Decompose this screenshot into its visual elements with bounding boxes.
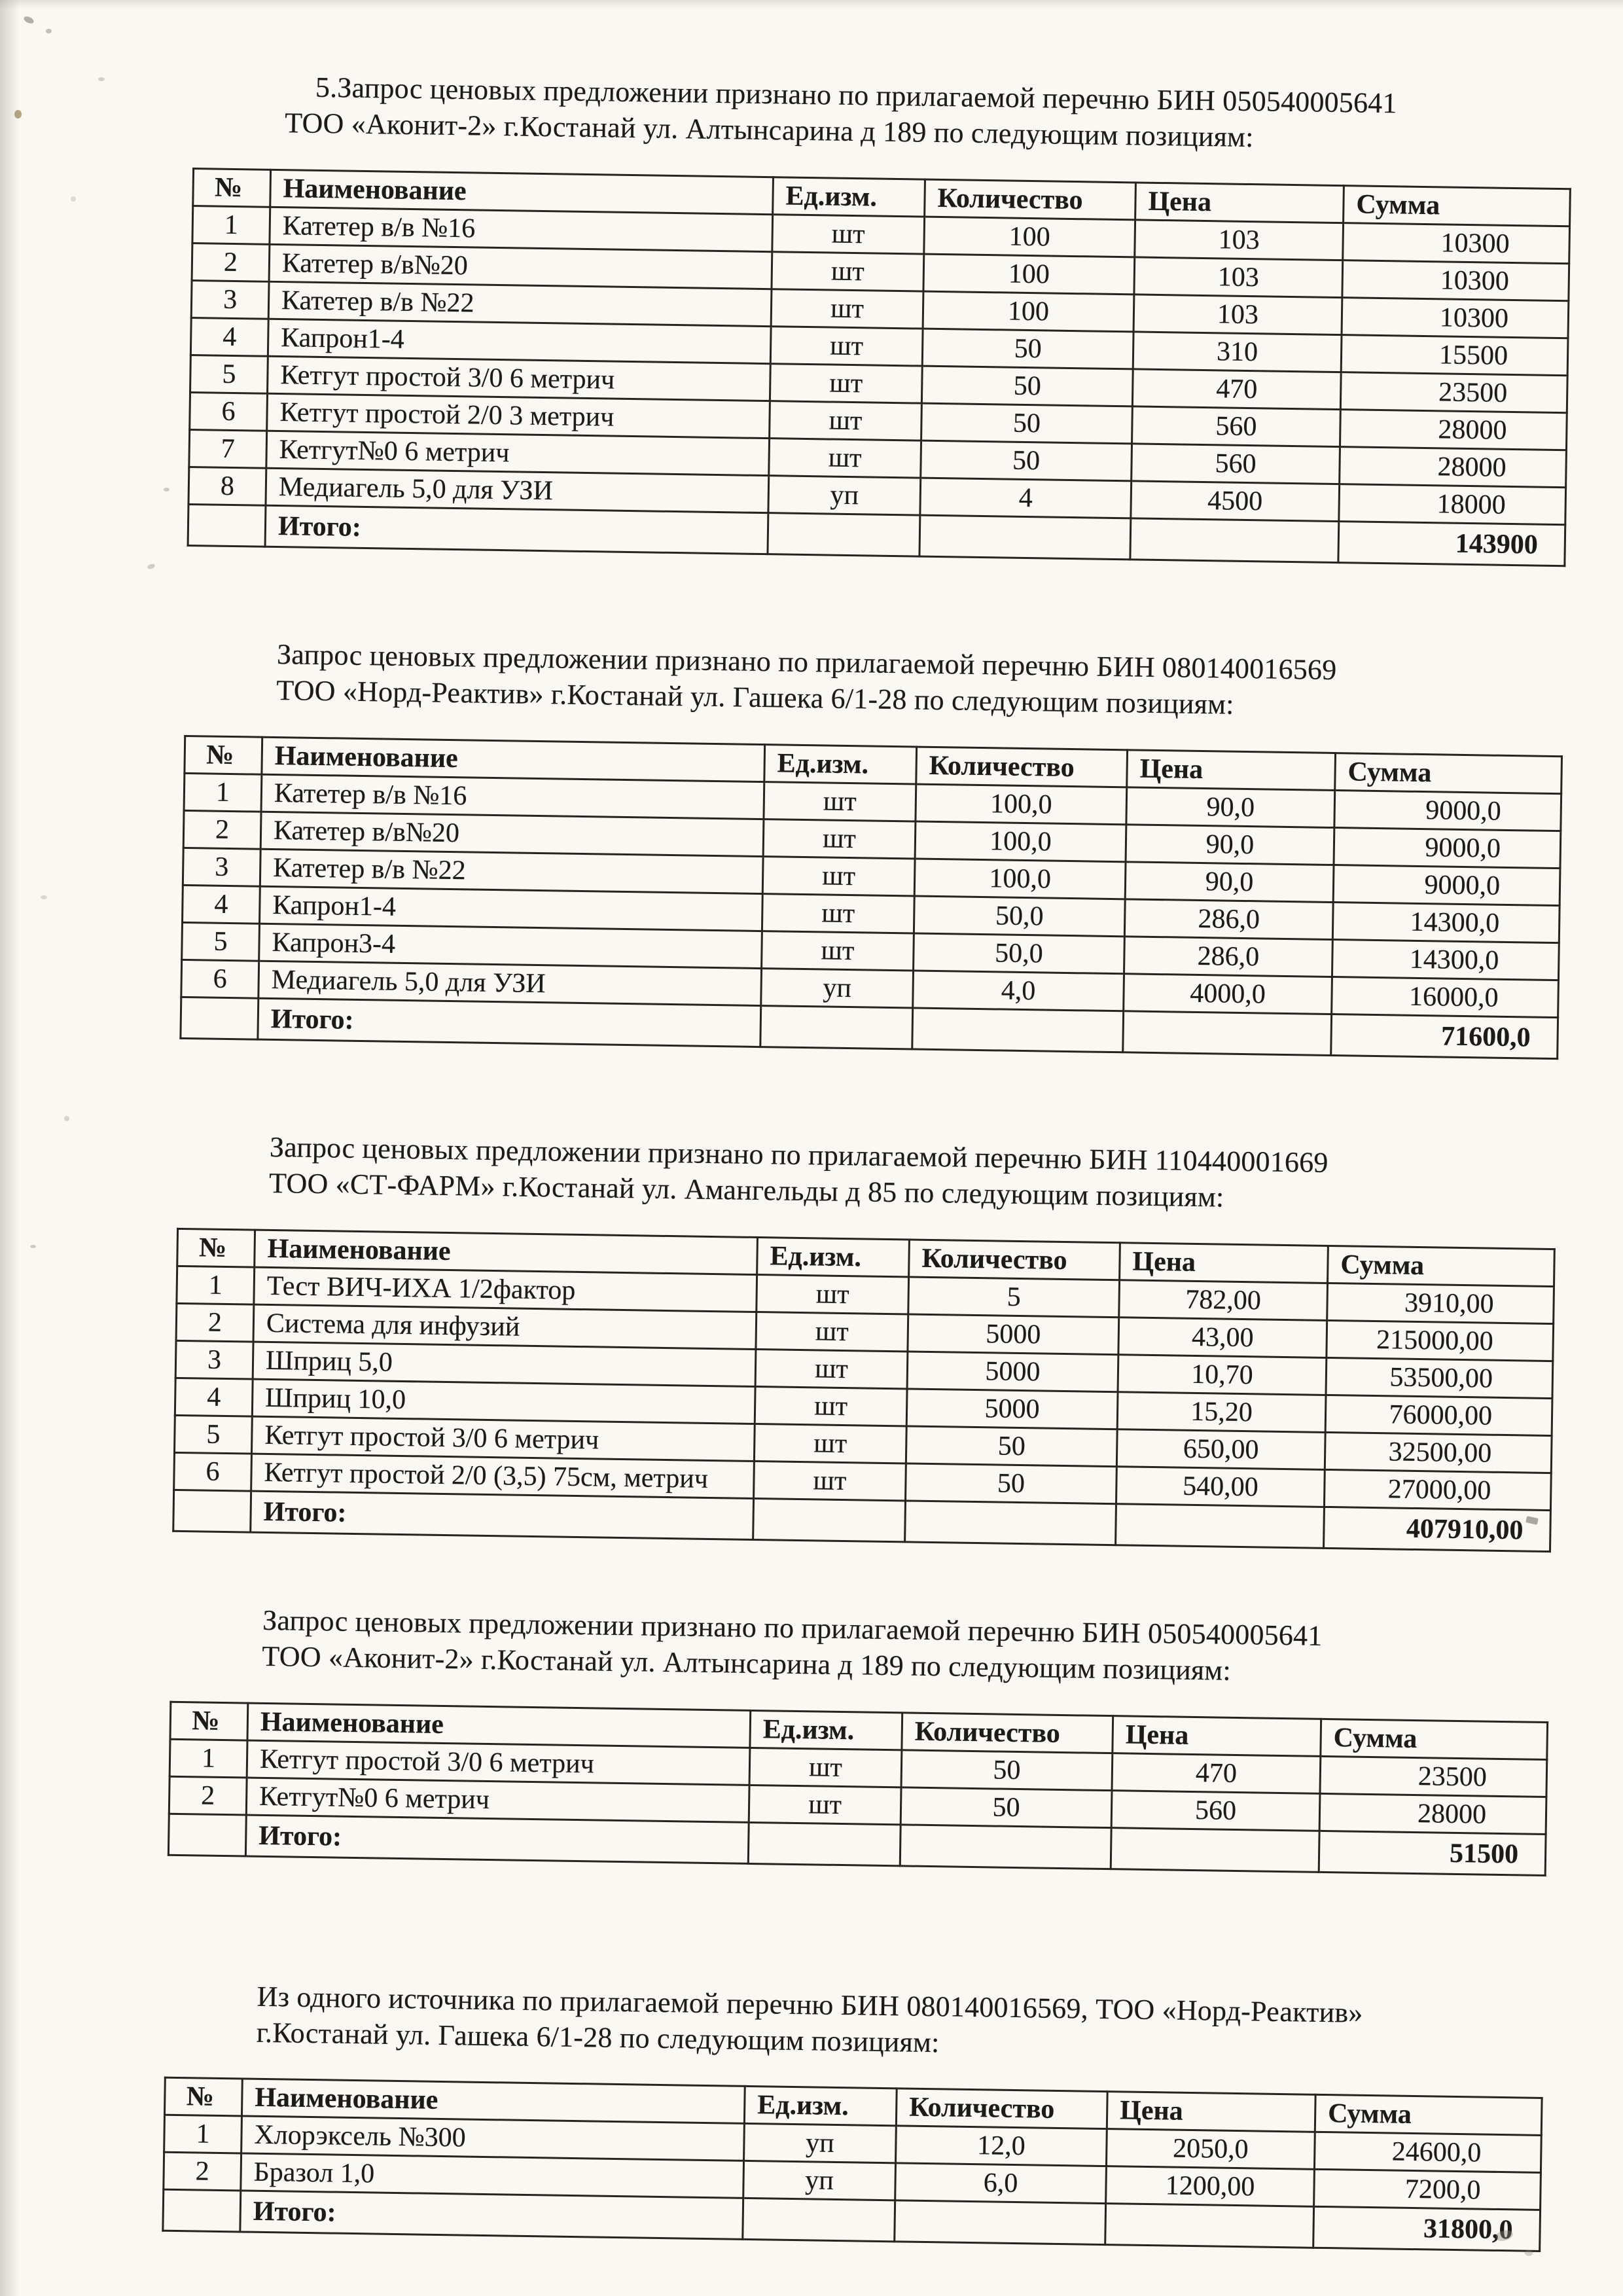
sum-cell: 9000,0: [1333, 865, 1560, 905]
sum-cell: 3910,00: [1327, 1283, 1554, 1323]
empty-cell: [163, 2190, 241, 2233]
items-table: [172, 1227, 1556, 1552]
item-name-cell: Кетгут№0 6 метрич: [266, 431, 770, 475]
sum-cell: 23500: [1340, 372, 1567, 412]
sum-cell: 7200,0: [1314, 2170, 1541, 2210]
quantity-cell: 50: [921, 366, 1133, 406]
item-name-cell: Медиагель 5,0 для УЗИ: [266, 468, 769, 512]
column-header: Цена: [1107, 2092, 1315, 2132]
item-name-cell: Кетгут простой 3/0 6 метрич: [247, 1740, 750, 1785]
quantity-cell: 100: [923, 291, 1134, 332]
column-header: Сумма: [1315, 2095, 1542, 2136]
item-name-cell: Кетгут№0 6 метрич: [246, 1778, 749, 1822]
price-cell: 103: [1133, 295, 1342, 335]
sum-cell: 9000,0: [1334, 790, 1561, 831]
sum-cell: 28000: [1319, 1793, 1546, 1834]
price-cell: 782,00: [1119, 1280, 1328, 1320]
price-cell: 560: [1111, 1790, 1320, 1831]
sum-cell: 14300,0: [1332, 902, 1560, 942]
price-cell: 4500: [1131, 481, 1340, 522]
empty-cell: [753, 1498, 906, 1541]
items-table: [187, 168, 1571, 567]
quantity-cell: 50: [922, 329, 1133, 369]
sum-cell: 28000: [1340, 409, 1567, 450]
unit-cell: шт: [754, 1461, 906, 1500]
unit-cell: уп: [743, 2161, 896, 2200]
column-header: Наименование: [262, 737, 765, 781]
item-name-cell: Кетгут простой 2/0 3 метрич: [267, 393, 770, 438]
row-number-cell: 4: [183, 885, 260, 924]
item-name-cell: Катетер в/в №16: [270, 207, 773, 251]
row-number-cell: 6: [181, 960, 259, 998]
price-cell: 103: [1134, 257, 1343, 298]
sum-cell: 24600,0: [1314, 2132, 1541, 2173]
unit-cell: шт: [755, 1386, 907, 1426]
price-cell: 2050,0: [1106, 2129, 1315, 2170]
column-header: Ед.изм.: [757, 1237, 910, 1276]
column-header: №: [177, 1229, 255, 1267]
quantity-cell: 5000: [906, 1389, 1118, 1429]
sum-cell: 76000,00: [1325, 1395, 1552, 1435]
column-header: Количество: [925, 179, 1136, 220]
quantity-cell: 50: [906, 1463, 1117, 1504]
unit-cell: шт: [749, 1785, 901, 1824]
unit-cell: уп: [744, 2124, 897, 2163]
section-heading-line: ТОО «Аконит-2» г.Костанай ул. Алтынсарина д 189 по следующим позициям:: [262, 1640, 1232, 1687]
unit-cell: шт: [754, 1424, 906, 1463]
row-number-cell: 2: [176, 1303, 254, 1342]
items-table: [162, 2077, 1543, 2252]
row-number-cell: 3: [175, 1340, 253, 1379]
row-number-cell: 2: [164, 2153, 241, 2191]
empty-cell: [919, 515, 1131, 560]
quantity-cell: 100,0: [916, 784, 1127, 825]
quantity-cell: 50: [921, 403, 1133, 444]
total-value: 143900: [1338, 521, 1565, 565]
procurement-section-4: [0, 1598, 1600, 1877]
column-header: Цена: [1113, 1715, 1321, 1756]
empty-cell: [1116, 1503, 1325, 1548]
item-name-cell: Катетер в/в №16: [261, 774, 764, 819]
row-number-cell: 2: [183, 810, 261, 849]
row-number-cell: 4: [175, 1378, 253, 1416]
item-name-cell: Кетгут простой 3/0 6 метрич: [268, 356, 771, 401]
items-table: [168, 1700, 1548, 1876]
section-heading: [276, 636, 1461, 726]
quantity-cell: 50: [901, 1787, 1112, 1827]
price-cell: 286,0: [1124, 937, 1333, 977]
row-number-cell: 3: [191, 280, 269, 319]
price-cell: 560: [1132, 444, 1340, 484]
quantity-cell: 5: [908, 1277, 1120, 1318]
total-label: Итого:: [251, 1491, 754, 1539]
column-header: Наименование: [270, 170, 774, 214]
empty-cell: [900, 1824, 1111, 1869]
procurement-section-1: [0, 65, 1623, 568]
unit-cell: шт: [772, 215, 925, 254]
quantity-cell: 5000: [907, 1352, 1118, 1392]
column-header: Количество: [916, 747, 1128, 787]
unit-cell: шт: [762, 931, 914, 970]
unit-cell: шт: [757, 1274, 909, 1314]
column-header: Цена: [1120, 1242, 1329, 1283]
price-cell: 560: [1132, 406, 1341, 447]
quantity-cell: 50: [906, 1426, 1117, 1467]
procurement-section-3: [0, 1124, 1607, 1553]
price-cell: 310: [1133, 332, 1342, 372]
quantity-cell: 50,0: [914, 933, 1125, 974]
sum-cell: 53500,00: [1326, 1357, 1553, 1398]
sum-cell: 18000: [1339, 484, 1566, 524]
unit-cell: уп: [768, 476, 921, 515]
sum-cell: 23500: [1320, 1756, 1547, 1797]
unit-cell: шт: [763, 819, 916, 858]
price-cell: 4000,0: [1124, 974, 1332, 1014]
quantity-cell: 50,0: [914, 896, 1125, 937]
price-cell: 286,0: [1124, 899, 1333, 940]
row-number-cell: 5: [182, 922, 260, 961]
row-number-cell: 1: [192, 206, 270, 244]
item-name-cell: Шприц 10,0: [252, 1379, 755, 1424]
price-cell: 540,00: [1116, 1466, 1325, 1507]
column-header: Цена: [1135, 183, 1344, 223]
empty-cell: [760, 1005, 913, 1049]
total-label: Итого:: [240, 2191, 743, 2239]
column-header: Ед.изм.: [750, 1710, 902, 1749]
empty-cell: [1111, 1827, 1319, 1872]
item-name-cell: Капрон1-4: [260, 886, 763, 931]
empty-cell: [173, 1490, 251, 1532]
item-name-cell: Тест ВИЧ-ИХА 1/2фактор: [254, 1267, 757, 1312]
price-cell: 43,00: [1118, 1317, 1327, 1357]
price-cell: 650,00: [1116, 1429, 1325, 1469]
empty-cell: [895, 2200, 1106, 2245]
unit-cell: шт: [770, 364, 922, 403]
price-cell: 90,0: [1126, 787, 1335, 828]
section-heading: [262, 1602, 1447, 1692]
item-name-cell: Капрон1-4: [268, 319, 771, 363]
item-name-cell: Медиагель 5,0 для УЗИ: [259, 961, 762, 1005]
empty-cell: [168, 1814, 246, 1856]
total-value: 71600,0: [1331, 1014, 1558, 1058]
column-header: Ед.изм.: [764, 744, 917, 783]
row-number-cell: 6: [190, 392, 268, 431]
column-header: Количество: [902, 1712, 1113, 1753]
item-name-cell: Катетер в/в№20: [269, 244, 772, 289]
row-number-cell: 1: [164, 2115, 242, 2154]
item-name-cell: Бразол 1,0: [241, 2153, 744, 2198]
column-header: Количество: [909, 1240, 1120, 1280]
column-header: Сумма: [1328, 1246, 1555, 1286]
sum-cell: 27000,00: [1324, 1469, 1551, 1510]
quantity-cell: 100: [924, 217, 1135, 257]
column-header: Цена: [1127, 750, 1336, 791]
price-cell: 15,20: [1117, 1391, 1326, 1432]
section-heading-line: 5.Запрос ценовых предложении признано по прилагаемой перечню БИН 050540005641: [315, 71, 1398, 120]
unit-cell: шт: [749, 1748, 902, 1787]
section-heading-line: ТОО «СТ-ФАРМ» г.Костанай ул. Амангельды д 85 по следующим позициям:: [268, 1167, 1224, 1213]
row-number-cell: 1: [169, 1739, 247, 1778]
row-number-cell: 2: [169, 1776, 247, 1815]
total-label: Итого:: [265, 505, 768, 554]
quantity-cell: 12,0: [896, 2126, 1107, 2166]
section-heading: [269, 1129, 1454, 1219]
row-number-cell: 8: [188, 467, 266, 505]
unit-cell: шт: [755, 1349, 908, 1388]
empty-cell: [1130, 518, 1339, 563]
procurement-section-5: [0, 1974, 1595, 2253]
column-header: Сумма: [1321, 1719, 1548, 1759]
empty-cell: [1105, 2204, 1314, 2248]
procurement-section-2: [0, 632, 1614, 1060]
section-heading: [256, 1978, 1441, 2068]
column-header: Сумма: [1335, 753, 1562, 793]
unit-cell: шт: [769, 439, 921, 478]
total-label: Итого:: [258, 998, 761, 1047]
price-cell: 103: [1135, 220, 1344, 260]
item-name-cell: Капрон3-4: [259, 924, 762, 968]
column-header: №: [170, 1702, 248, 1740]
item-name-cell: Катетер в/в №22: [268, 281, 772, 326]
price-cell: 10,70: [1118, 1354, 1327, 1395]
unit-cell: шт: [770, 327, 923, 366]
item-name-cell: Кетгут простой 3/0 6 метрич: [251, 1416, 755, 1461]
sum-cell: 32500,00: [1325, 1432, 1552, 1473]
price-cell: 1200,00: [1106, 2166, 1315, 2207]
empty-cell: [743, 2198, 895, 2242]
item-name-cell: Кетгут простой 2/0 (3,5) 75см, метрич: [251, 1454, 755, 1498]
item-name-cell: Хлорэксель №300: [241, 2116, 745, 2161]
price-cell: 90,0: [1126, 825, 1334, 865]
column-header: Ед.изм.: [744, 2087, 897, 2126]
total-label: Итого:: [245, 1815, 749, 1863]
empty-cell: [905, 1501, 1116, 1545]
price-cell: 470: [1112, 1753, 1321, 1793]
row-number-cell: 5: [190, 355, 268, 393]
row-number-cell: 2: [192, 243, 270, 281]
item-name-cell: Катетер в/в№20: [260, 812, 764, 856]
column-header: Сумма: [1344, 186, 1571, 226]
unit-cell: шт: [772, 252, 924, 291]
column-header: Наименование: [247, 1703, 751, 1748]
unit-cell: шт: [762, 893, 914, 933]
quantity-cell: 100,0: [914, 859, 1126, 899]
unit-cell: шт: [764, 781, 916, 821]
total-value: 51500: [1319, 1831, 1546, 1875]
total-value: 407910,00: [1324, 1507, 1551, 1551]
section-heading-line: Запрос ценовых предложении признано по прилагаемой перечню БИН 080140016569: [276, 637, 1337, 686]
sum-cell: 14300,0: [1332, 939, 1559, 980]
empty-cell: [181, 997, 259, 1039]
unit-cell: шт: [762, 856, 915, 895]
column-header: Количество: [896, 2089, 1107, 2129]
sum-cell: 215000,00: [1327, 1320, 1554, 1361]
section-heading: [285, 69, 1470, 159]
section-heading-line: Запрос ценовых предложении признано по прилагаемой перечню БИН 050540005641: [262, 1604, 1323, 1652]
row-number-cell: 1: [184, 773, 262, 812]
empty-cell: [748, 1822, 901, 1865]
quantity-cell: 5000: [908, 1314, 1119, 1355]
column-header: Ед.изм.: [773, 177, 925, 217]
unit-cell: шт: [756, 1312, 908, 1351]
empty-cell: [912, 1008, 1124, 1052]
sum-cell: 16000,0: [1332, 977, 1559, 1017]
row-number-cell: 3: [183, 848, 260, 886]
price-cell: 470: [1132, 369, 1341, 410]
item-name-cell: Система для инфузий: [253, 1304, 757, 1349]
quantity-cell: 50: [901, 1749, 1113, 1790]
column-header: №: [164, 2078, 242, 2117]
section-heading-line: Из одного источника по прилагаемой перечню БИН 080140016569, ТОО «Норд-Реактив»: [257, 1980, 1363, 2029]
column-header: №: [185, 736, 262, 774]
quantity-cell: 4,0: [913, 971, 1124, 1011]
unit-cell: уп: [761, 968, 914, 1007]
sum-cell: 28000: [1340, 446, 1567, 487]
item-name-cell: Катетер в/в №22: [260, 849, 763, 893]
quantity-cell: 100,0: [915, 821, 1126, 862]
unit-cell: шт: [770, 401, 922, 440]
row-number-cell: 4: [190, 317, 268, 356]
item-name-cell: Шприц 5,0: [253, 1342, 756, 1386]
row-number-cell: 6: [174, 1452, 252, 1491]
quantity-cell: 4: [920, 478, 1132, 518]
quantity-cell: 50: [921, 440, 1132, 481]
items-table: [179, 735, 1563, 1060]
sum-cell: 15500: [1341, 334, 1568, 375]
total-value: 31800,0: [1313, 2207, 1541, 2251]
sum-cell: 9000,0: [1334, 827, 1561, 868]
price-cell: 90,0: [1125, 862, 1334, 903]
row-number-cell: 1: [177, 1266, 255, 1304]
quantity-cell: 6,0: [895, 2163, 1107, 2204]
column-header: Наименование: [241, 2079, 745, 2123]
quantity-cell: 100: [923, 254, 1135, 295]
empty-cell: [1123, 1011, 1332, 1056]
sum-cell: 10300: [1342, 260, 1569, 301]
column-header: Наименование: [255, 1230, 758, 1274]
column-header: №: [193, 168, 271, 207]
row-number-cell: 7: [189, 429, 267, 468]
section-heading-line: ТОО «Аконит-2» г.Костанай ул. Алтынсарина д 189 по следующим позициям:: [284, 107, 1254, 154]
sum-cell: 10300: [1342, 297, 1569, 338]
sum-cell: 10300: [1343, 223, 1570, 264]
unit-cell: шт: [771, 289, 923, 329]
empty-cell: [768, 513, 920, 556]
section-heading-line: г.Костанай ул. Гашека 6/1-28 по следующим позициям:: [256, 2016, 940, 2059]
section-heading-line: Запрос ценовых предложении признано по прилагаемой перечню БИН 110440001669: [269, 1130, 1329, 1179]
empty-cell: [188, 504, 266, 547]
section-heading-line: ТОО «Норд-Реактив» г.Костанай ул. Гашека 6/1-28 по следующим позициям:: [276, 674, 1235, 721]
row-number-cell: 5: [175, 1415, 253, 1454]
